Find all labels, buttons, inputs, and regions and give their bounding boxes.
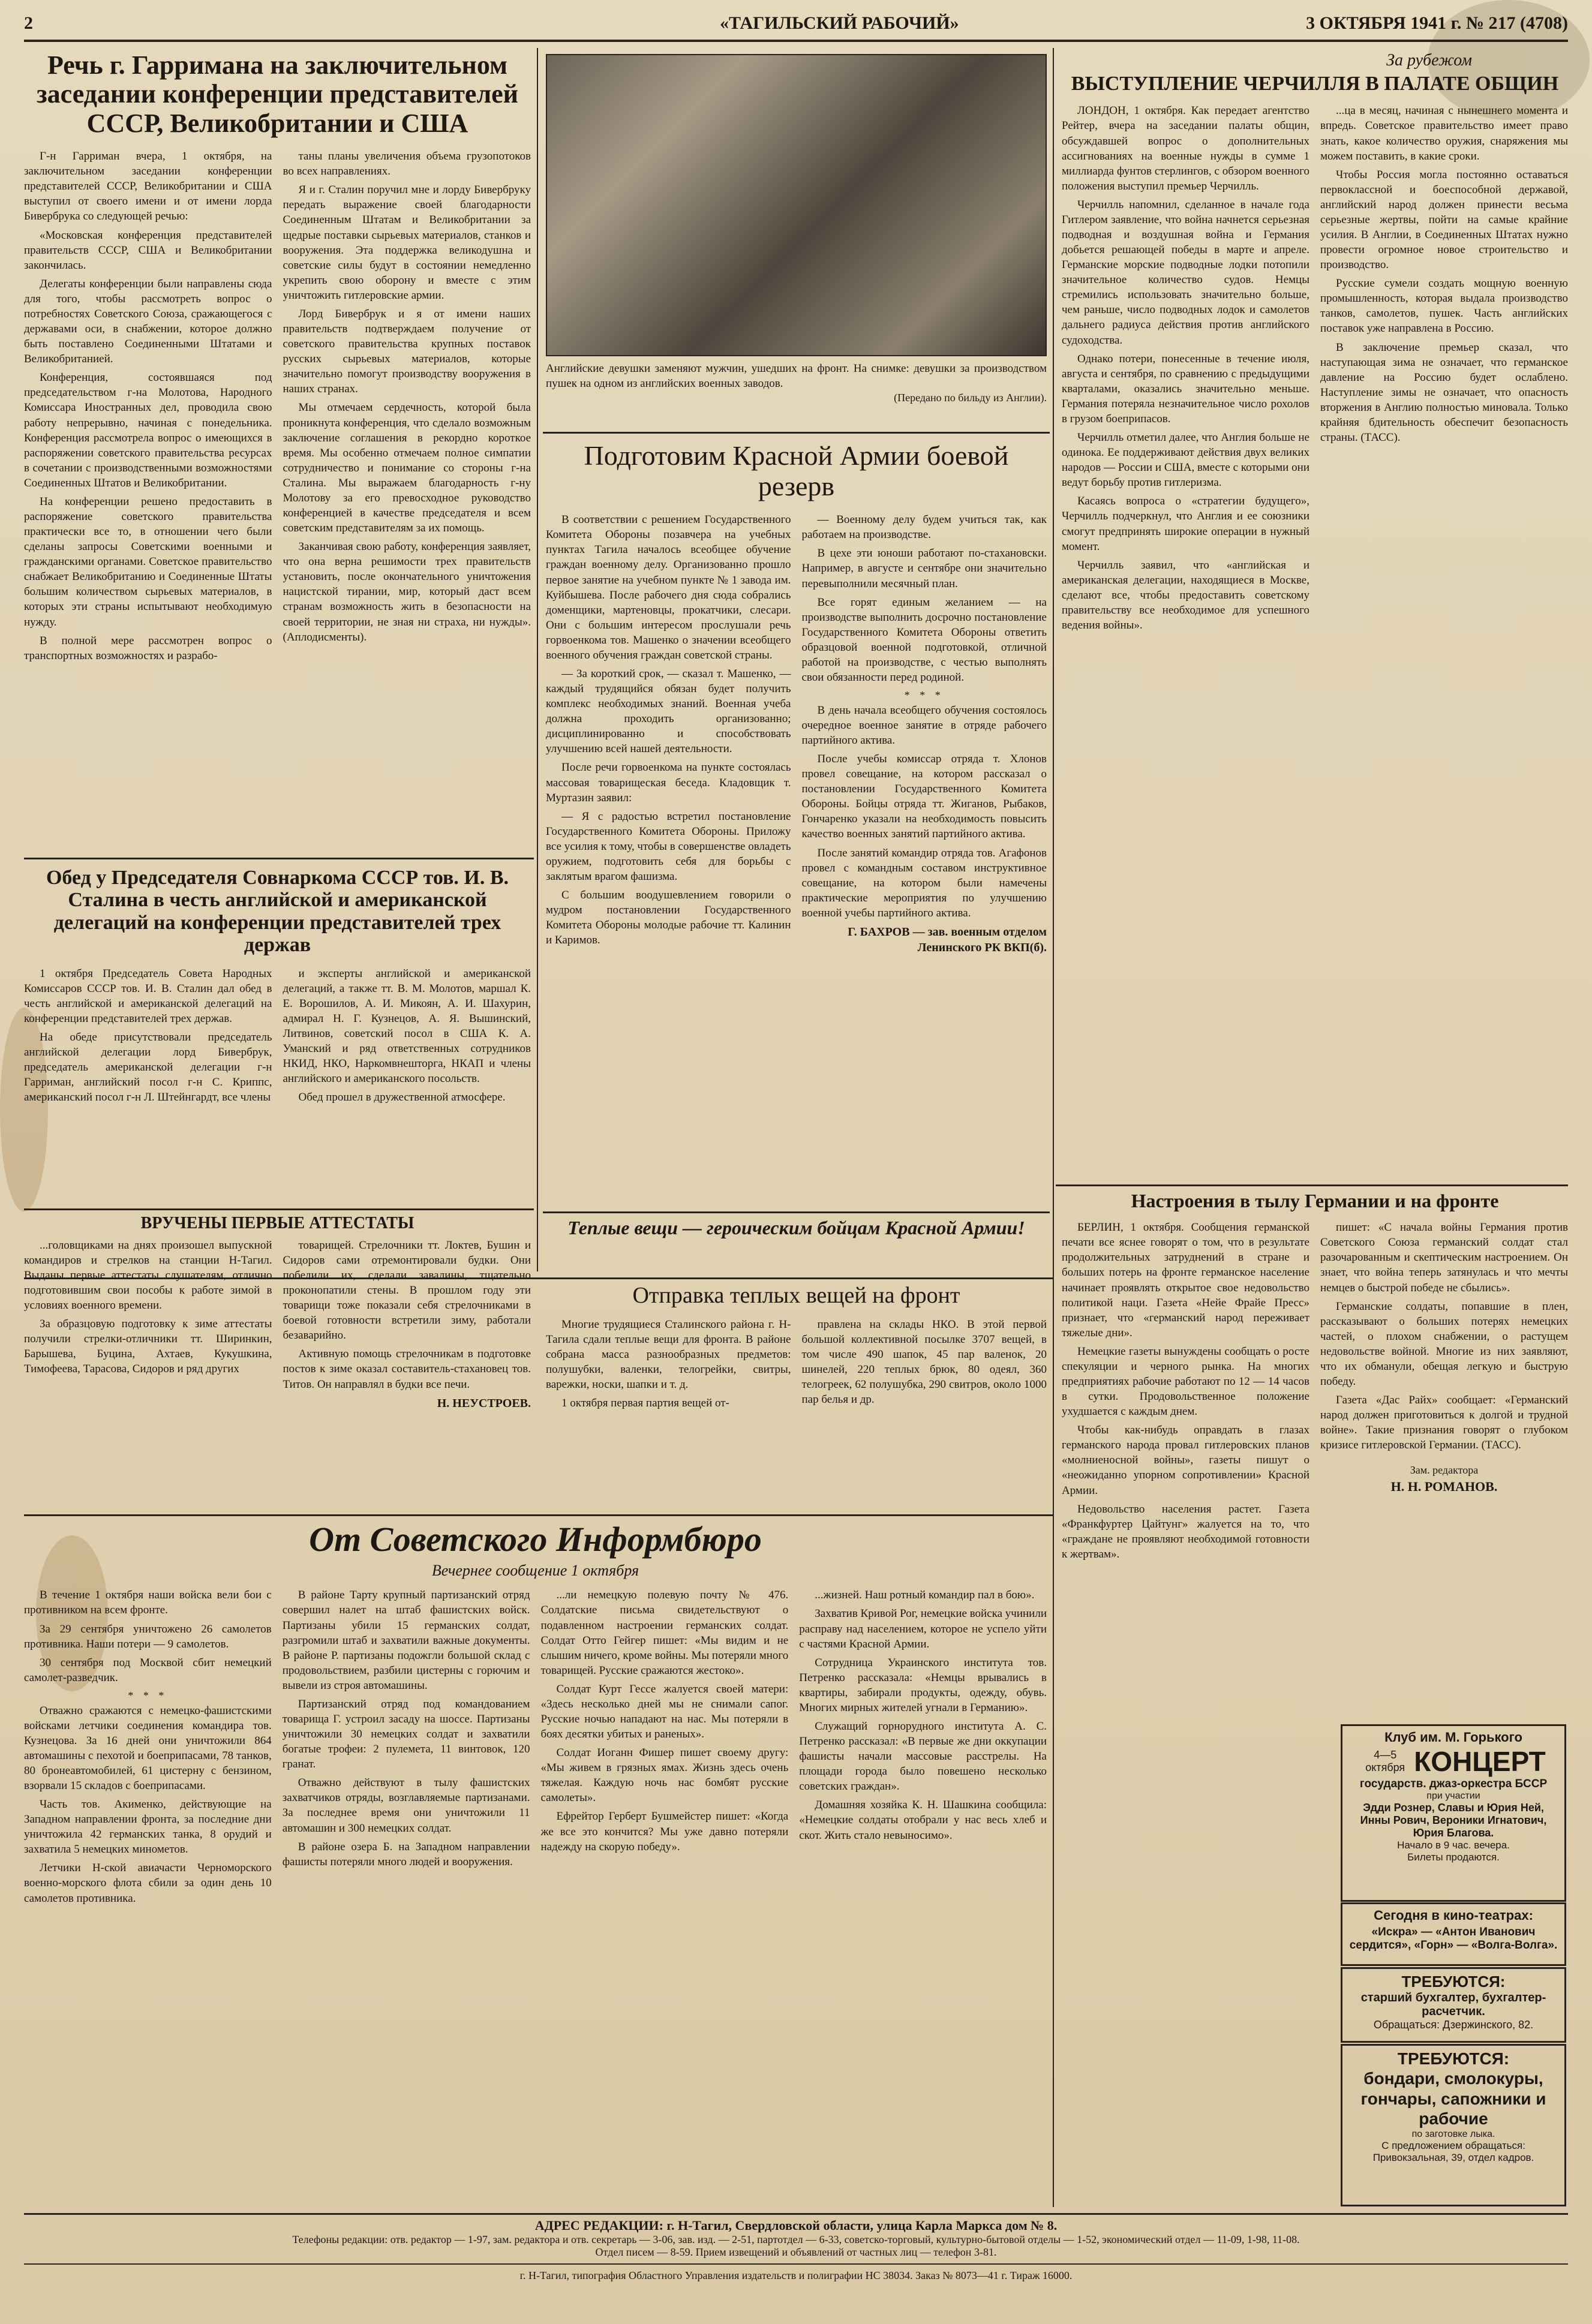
photo-credit: (Передано по бильду из Англии). [894,392,1047,404]
reserve-col-1 [546,512,791,955]
footer [24,2218,1568,2320]
warm-col-1 [546,1317,791,1414]
paragraph: После учебы комиссар отряда т. Хлонов провел совещание, на котором рассказал о постановлении Государственного Комитета Обороны. Бойцы отряда тт. Жиганов, Рыбаков, Гончаренко указали на необходимость повысить качество военных занятий партийного актива. [801,753,1047,841]
informburo-article [24,1520,1047,2198]
workers-extra: по заготовке лыка. [1411,2128,1495,2139]
paragraph: пишет: «С начала войны Германия против Советского Союза германский солдат стал разочарованным и скептическим настроением. Он знает, что война теперь затянулась и что мечты немцев о быстрой победе не сбылись». [1320,1221,1568,1294]
footer-letters: Отдел писем — 8-59. Прием извещений и объявлений от частных лиц — телефон 3-81. [595,2246,997,2258]
dinner-article [24,867,531,1202]
paragraph: За образцовую подготовку к зиме аттестаты получили стрелки-отличники тт. Ширинкин, Барышева, Буцина, Ахтаев, Кукушкина, Тимофеева, Тарасова, Сидоров и ряд других [24,1318,272,1376]
workers-address: С предложением обращаться: Привокзальная, 39, отдел кадров. [1372,2139,1534,2163]
section-rule [543,1211,1050,1213]
vacancy-ad [1341,1967,1566,2043]
paragraph: Германские солдаты, попавшие в плен, рассказывают о больших потерях немецких частей, о плохом снабжении, о растущем недовольстве войной. Многие из них заявляют, что их обманули, обещая легкую и быструю победу. [1320,1300,1568,1388]
paragraph: На конференции решено предоставить в распоряжение советского правительства практически все то, в отношении чего были сделаны запросы Советскими военными и гражданскими органами. Советское правительство снабжает Великобританию и Соединенные Штаты большим количеством сырьевых материалов, в которых эти страны испытывают необходимую нужду. [24,495,272,629]
harriman-article [24,51,531,849]
paragraph: ...ца в месяц, начиная с нынешнего момента и впредь. Советское правительство имеет право знать, какое количество оружия, снаряжения мы можем поставить, в какие сроки. [1320,104,1568,163]
page-number: 2 [24,13,33,33]
separator-stars: * * * [904,689,944,702]
cinema-ad [1341,1902,1566,1966]
harriman-col-1 [24,149,272,667]
paragraph: Солдат Иоганн Фишер пишет своему другу: «Мы живем в грязных ямах. Жизнь здесь очень тяжелая. Каждую ночь нас бомбят русские самолеты». [540,1746,789,1805]
paragraph: Черчилль отметил далее, что Англия больше не одинока. Ее поддерживают действия двух великих народов — России и США, вместе с которыми они ведут борьбу против гитлеризма. [1062,431,1309,489]
footer-rule [24,2213,1568,2215]
paragraph: и эксперты английской и американской делегаций, а также тт. В. М. Молотов, маршал К. Е. Ворошилов, А. И. Микоян, А. И. Шахурин, адмирал Н. Г. Кузнецов, А. Я. Вышинский, Литвинов, советский посол в США К. А. Уманский и ряд ответственных сотрудников НКИД, НКО, Наркомвнешторга, НКАП и члены английского и американского посольств. [283,967,531,1086]
reserve-col-2 [802,512,1047,955]
harriman-title: Речь г. Гарримана на заключительном заседании конференции представителей СССР, Великобритании и США [36,50,519,138]
header-rule [24,40,1568,42]
paragraph: Солдат Курт Гессе жалуется своей матери: «Здесь несколько дней мы не снимали сапог. Русские ночью нападают на нас. Мы потеряли в боях десятки убитых и раненых». [540,1682,789,1741]
paragraph: Активную помощь стрелочникам в подготовке постов к зиме оказал составитель-стахановец тов. Титов. Он направлял в будки все печи. [283,1348,531,1391]
paragraph: Летчики Н-ской авиачасти Черноморского военно-морского флота сбили за один день 10 самолетов противника. [24,1862,272,1905]
newspaper-name: «ТАГИЛЬСКИЙ РАБОЧИЙ» [720,13,959,33]
paragraph: Немецкие газеты вынуждены сообщать о росте спекуляции и черного рынка. На многих предприятиях рабочие работают по 12 — 14 часов в сутки. Продовольственное положение ухудшается с каждым днем. [1062,1345,1309,1418]
column-divider [1053,48,1054,2207]
issue-date: 3 ОКТЯБРЯ 1941 г. № 217 (4708) [1306,13,1568,33]
paragraph: таны планы увеличения объема грузопотоков во всех направлениях. [283,150,531,178]
attestats-col-2 [283,1238,531,1411]
paragraph: «Московская конференция представителей правительств СССР, США и Великобритании закончилась. [24,229,272,272]
warm-slogan: Теплые вещи — героическим бойцам Красной Армии! [567,1217,1025,1238]
paragraph: — Военному делу будем учиться так, как работаем на производстве. [801,513,1047,542]
footer-imprint: г. Н-Тагил, типография Областного Управления издательств и полиграфии НС 38034. Заказ № 8073—41 г. Тираж 16000. [519,2269,1073,2281]
section-rule [24,1208,534,1210]
rubric-label: За рубежом [1386,51,1472,70]
footer-inner-rule [24,2263,1568,2265]
warm-clothes-body [546,1283,1047,1511]
paragraph: Многие трудящиеся Сталинского района г. Н-Тагила сдали теплые вещи для фронта. В районе собрана масса разнообразных предметов: полушубки, валенки, телогрейки, свитры, варежки, носки, шапки и т. д. [546,1318,791,1391]
churchill-article [1062,51,1568,1178]
paragraph: Черчилль заявил, что «английская и американская делегации, находящиеся в Москве, сделают все, чтобы предоставить советскому правительству все необходимое для успешного ведения войны». [1062,558,1309,632]
warm-title: Отправка теплых вещей на фронт [632,1283,960,1308]
churchill-title: ВЫСТУПЛЕНИЕ ЧЕРЧИЛЛЯ В ПАЛАТЕ ОБЩИН [1071,73,1559,95]
paragraph: В полной мере рассмотрен вопрос о транспортных возможностях и разрабо- [24,634,272,662]
paragraph: Лорд Бивербрук и я от имени наших правительств подтверждаем получение от советского правительства крупных поставок русских сырьевых материалов, которые значительно помогут производству вооружения в наших странах. [283,307,531,396]
paragraph: Отважно действуют в тылу фашистских захватчиков отряды, возглавляемые партизанами. За последнее время они уничтожили 11 автомашин и 300 немецких солдат. [282,1776,530,1835]
concert-word: КОНЦЕРТ [1414,1746,1546,1777]
paragraph: Обед прошел в дружественной атмосфере. [298,1091,506,1104]
paragraph: Отважно сражаются с немецко-фашистскими войсками летчики соединения командира тов. Кузнецова. За 16 дней они уничтожили 864 автомашины с пехотой и боеприпасами, 78 танков, 80 бронеавтомобилей, 61 цистерну с бензином, взорвали 15 складов с боеприпасами. [24,1704,272,1792]
dinner-col-2 [283,966,531,1109]
informburo-col-3 [541,1588,789,2187]
paragraph: Недовольство населения растет. Газета «Франкфуртер Цайтунг» жалуется на то, что «граждане не проявляют необходимой готовности к жертвам». [1062,1502,1309,1561]
cinema-films: «Искра» — «Антон Иванович сердится», «Горн» — «Волга-Волга». [1349,1926,1558,1952]
concert-ad [1341,1724,1566,1902]
vacancy-heading: ТРЕБУЮТСЯ: [1401,1973,1506,1991]
paragraph: Чтобы Россия могла постоянно оставаться первоклассной и боеспособной державой, английский народ должен принести весьма серьезные жертвы, пойти на самые крайние усилия. В Англии, в Соединенных Штатах нужно провести огромное новое строительство и производство. [1320,168,1568,272]
editor-name: Н. Н. РОМАНОВ. [1390,1479,1498,1495]
paragraph: 1 октября Председатель Совета Народных Комиссаров СССР тов. И. В. Сталин дал обед в честь английской и американской делегаций на конференции представителей трех держав. [24,967,272,1025]
paragraph: Я и г. Сталин поручил мне и лорду Бивербруку передать выражение своей благодарности Соединенным Штатам и Великобритании за щедрые поставки сырьевых материалов, станков и вооружения. Эта поддержка великодушна и советские силы будут в состоянии немедленно укрепить свою оборону и вместе с этим уничтожить гитлеровские армии. [283,184,531,302]
paragraph: 30 сентября под Москвой сбит немецкий самолет-разведчик. [24,1656,272,1684]
warm-col-2 [802,1317,1047,1414]
footer-address: АДРЕС РЕДАКЦИИ: г. Н-Тагил, Свердловской области, улица Карла Маркса дом № 8. [534,2218,1058,2233]
attestats-col-1 [24,1238,272,1411]
reserve-title: Подготовим Красной Армии боевой резерв [584,440,1009,501]
informburo-col-1 [24,1588,272,2187]
paragraph: В заключение премьер сказал, что наступающая зима не означает, что германское давление на Россию будет ослаблено. Наступление зимы не означает, что опасность вторжения в Англию полностью миновала. Только крайняя бдительность обеспечит безопасность страны. (ТАСС). [1320,341,1568,444]
paragraph: Служащий горнорудного института А. С. Петренко рассказал: «В первые же дни оккупации фашисты начали массовые расстрелы. На площади города было повешено несколько советских граждан». [799,1720,1047,1793]
paragraph: В соответствии с решением Государственного Комитета Обороны позавчера на учебных пунктах Тагила началось всеобщее обучение граждан военному делу. Организованно прошло первое занятие на учебном пункте № 1 завода им. Куйбышева. После рабочего дня сюда собрались доменщики, мартеновцы, прокатчики, слесари. Они с большим интересом прослушали речь горвоенкома тов. Машенко о значении всеобщего военного обучения граждан советской страны. [546,513,791,662]
informburo-col-4 [799,1588,1047,2187]
paragraph: БЕРЛИН, 1 октября. Сообщения германской печати все яснее говорят о том, что в результате продолжительных затруднений в стране и больших потерь на фронте германское население начинает проявлять открытое свое недовольство политикой наци. Газета «Нейе Фрайе Пресс» признает, что «германский народ переживает тяжелые дни». [1062,1221,1309,1339]
paragraph: Однако потери, понесенные в течение июля, августа и сентября, по сравнению с предыдущими кварталами, оказались значительно меньше. Германия потеряла незначительное число рохолов в грузом боеприпасов. [1062,352,1309,425]
dinner-col-1 [24,966,272,1109]
paragraph: После занятий командир отряда тов. Агафонов провел с командным составом инструктивное совещание, на котором были намечены практические мероприятия по улучшению военной учебы партийного актива. [801,846,1047,919]
germany-mood-title: Настроения в тылу Германии и на фронте [1131,1190,1499,1211]
paragraph: Партизанский отряд под командованием товарища Г. устроил засаду на шоссе. Партизаны уничтожили 30 немецких солдат и захватили богатые трофеи: 2 пулемета, 11 винтовок, 120 гранат. [282,1697,530,1771]
paragraph: правлена на склады НКО. В этой первой большой коллективной посылке 3707 вещей, в том числе 490 шапок, 45 пар валенок, 20 шинелей, 220 теплых брюк, 80 одеял, 360 телогреек, 62 полушубка, 290 свитров, около 1000 пар белья и др. [801,1318,1047,1406]
paragraph: Заканчивая свою работу, конференция заявляет, что она верна решимости трех правительств установить, после окончательного уничтожения нацистской тирании, мир, который даст всем странам возможность жить в безопасности на своей территории, не зная ни страха, ни нужды». (Аплодисменты). [283,540,531,644]
paragraph: Ефрейтор Герберт Бушмейстер пишет: «Когда же все это кончится? Мы уже давно потеряли надежду на скорую победу». [540,1810,789,1853]
paragraph: Сотрудница Украинского института тов. Петренко рассказала: «Немцы врывались в квартиры, забирали продукты, одежду, обувь. Многих мирных жителей угнали в Германию». [799,1656,1047,1714]
workers-text: бондари, смолокуры, гончары, сапожники и рабочие [1360,2069,1546,2128]
vacancy-text: старший бухгалтер, бухгалтер-расчетчик. [1360,1991,1546,2018]
dinner-title: Обед у Председателя Совнаркома СССР тов. И. В. Сталина в честь английской и американской делегаций на конференции представителей трех держав [46,867,509,957]
paragraph: — Я с радостью встретил постановление Государственного Комитета Обороны. Приложу все усилия к тому, чтобы в совершенстве овладеть оружием, подготовить себя для борьбы с заклятым врагом фашизма. [546,810,791,883]
orchestra-name: государств. джаз-оркестра БССР [1359,1778,1548,1790]
paragraph: В цехе эти юноши работают по-стахановски. Например, в августе и сентябре они значительно перевыполнили месячный план. [801,547,1047,590]
workers-heading: ТРЕБУЮТСЯ: [1397,2049,1510,2068]
factory-photo [546,54,1047,356]
paragraph: С большим воодушевлением говорили о мудром постановлении Государственного Комитета Обороны молодые рабочие тт. Калинин и Каримов. [546,889,791,947]
informburo-subtitle: Вечернее сообщение 1 октября [431,1561,639,1579]
participation-label: при участии [1426,1791,1480,1801]
section-rule [24,1514,1053,1516]
author-signature: Н. НЕУСТРОЕВ. [437,1396,531,1410]
paragraph: На обеде присутствовали председатель английской делегации лорд Бивербрук, председатель американской делегации г-н Гарриман, английский посол г-н С. Криппс, американский посол г-н Л. Штейнгардт, все члены [24,1030,272,1104]
paragraph: ...жизней. Наш ротный командир пал в бою». [815,1589,1035,1602]
paragraph: ...ли немецкую полевую почту № 476. Солдатские письма свидетельствуют о подавленном настроении германских солдат. Солдат Отто Гейгер пишет: «Мы видим и не слышим ничего, кроме войны. Мы потеряли много товарищей. Русские сражаются жестоко». [540,1589,789,1677]
informburo-col-2 [283,1588,530,2187]
paragraph: Часть тов. Акименко, действующие на Западном направлении фронта, за последние дни уничтожила 42 германских танка, 8 орудий и захватила 5 немецких минометов. [24,1798,272,1856]
masthead-strip [24,13,1568,37]
paragraph: В районе Тарту крупный партизанский отряд совершил налет на штаб фашистских войск. Партизаны убили 15 германских солдат, разгромили штаб и захватили важные документы. В районе Р. партизаны подожгли большой склад с продовольствием, разбили цистерны с горючим и вывели из строя автомашины. [282,1589,530,1692]
paragraph: Русские сумели создать мощную военную промышленность, которая выдала производство танков, самолетов, пушек. Часть английских поставок уже направлена в Россию. [1320,277,1568,335]
paragraph: товарищей. Стрелочники тт. Локтев, Бушин и Сидоров сами отремонтировали будки. Они побелили их, сделали завалины, тщательно проконопатили стены. В прошлом году эти товарищи тоже показали себя стрелочниками в боевой готовности встретили зиму, работали безаварийно. [283,1238,531,1342]
paragraph: Конференция, состоявшаяся под председательством г-на Молотова, Народного Комиссара Иностранных дел, проводила свою работу непрерывно, начиная с понедельника. Конференция рассмотрела вопрос о имеющихся в распоряжении советского правительства ресурсах в сочетании с производственными возможностями Соединенных Штатов и Великобритании. [24,371,272,489]
paragraph: Г-н Гарриман вчера, 1 октября, на заключительном заседании конференции представителей СССР, Великобритании и США выступил от своего имени и от имени лорда Бивербрука со следующей речью: [24,150,272,223]
paragraph: В районе озера Б. на Западном направлении фашисты потеряли много людей и вооружения. [282,1840,530,1868]
club-name: Клуб им. М. Горького [1384,1730,1522,1745]
paragraph: — За короткий срок, — сказал т. Машенко, — каждый трудящийся обязан будет получить комплекс необходимых знаний. Военная учеба должна проходить организованно; дисциплинированно и способствовать улучшению всей нашей деятельности. [546,667,791,756]
column-divider [537,48,538,1271]
paragraph: Черчилль напомнил, сделанное в начале года Гитлером заявление, что война начнется серьезная подводная и воздушная война и Германия добьется решающей победы в марте и апреле. Германские морские подводные лодки потопили значительное количество судов. Немцы стремились использовать значительно больше, чем раньше, число подводных лодок и самолетов дальнего радиуса действия против английского судоходства. [1062,198,1309,347]
paragraph: Мы отмечаем сердечность, которой была проникнута конференция, что сделало возможным заключение соглашения в рекордно короткое время. Мы особенно отмечаем полное симпатии сотрудничество и понимание со стороны г-на Сталина. Мы выражаем благодарность г-ну Молотову за его превосходное руководство конференцией в качестве председателя и всем советским представителям за их помощь. [283,401,531,535]
attestats-title: ВРУЧЕНЫ ПЕРВЫЕ АТТЕСТАТЫ [140,1214,414,1232]
workers-ad [1341,2044,1566,2206]
paragraph: Захватив Кривой Рог, немецкие войска учинили расправу над населением, которое не успело уйти с частями Красной Армии. [799,1607,1047,1650]
paragraph: ЛОНДОН, 1 октября. Как передает агентство Рейтер, вчера на заседании палаты общин, обсуждавшей вопрос о дополнительных ассигнованиях на военные нужды в сумме 1 миллиарда фунтов стерлингов, с обзором военного положения выступил премьер Черчилль. [1062,104,1309,193]
vacancy-address: Обращаться: Дзержинского, 82. [1373,2019,1534,2031]
separator-stars: * * * [128,1689,168,1701]
paragraph: 1 октября первая партия вещей от- [561,1397,729,1410]
harriman-col-2 [283,149,531,667]
start-time: Начало в 9 час. вечера. [1397,1839,1510,1851]
paragraph: Касаясь вопроса о «стратегии будущего», Черчилль подчеркнул, что Англия и ее союзники смогут предпринять широкие операции в нужный момент. [1062,495,1309,553]
attestats-article [24,1214,531,1410]
mood-col-1 [1062,1220,1309,1844]
warm-clothes-article [546,1217,1047,1274]
footer-phones: Телефоны редакции: отв. редактор — 1-97, зам. редактора и отв. секретарь — 3-06, зав. изд. — 2-51, партотдел — 6-33, советско-торговый, культурно-бытовой отделы — 1-52, экономический отдел — 11-09, 1-98, 11-08. [292,2233,1300,2245]
artists-list: Эдди Рознер, Славы и Юрия Ней, Инны Рович, Вероники Игнатович, Юрия Благова. [1360,1802,1547,1839]
paragraph: За 29 сентября уничтожено 26 самолетов противника. Наши потери — 9 самолетов. [24,1622,272,1650]
paragraph: Газета «Дас Райх» сообщает: «Германский народ должен приготовиться к долгой и трудной войне». Такие признания говорят о глубоком кризисе гитлеровской Германии. (ТАСС). [1320,1394,1568,1452]
section-rule [1056,1184,1568,1186]
concert-dates: 4—5 октября [1365,1749,1405,1773]
reserve-article [546,441,1047,1208]
photo-block [546,54,1047,426]
churchill-col-2 [1320,103,1568,636]
paragraph: ...головщиками на днях произошел выпускной командиров и стрелков на станции Н-Тагил. Выданы первые аттестаты слушателям, отлично подготовившим свои пособы к работе зимой в условиях военного времени. [24,1238,272,1312]
tickets-note: Билеты продаются. [1407,1851,1500,1863]
paragraph: В течение 1 октября наши войска вели бои с противником на всем фронте. [24,1589,272,1617]
paragraph: В день начала всеобщего обучения состоялось очередное военное занятие в отряде рабочего партийного актива. [801,703,1047,747]
editor-role: Зам. редактора [1410,1464,1479,1477]
author-signature: Г. БАХРОВ — зав. военным отделом Ленинского РК ВКП(б). [848,925,1047,955]
paragraph: После речи горвоенкома на пункте состоялась массовая товарищеская беседа. Кладовщик т. Муртазин заявил: [546,761,791,804]
paragraph: Чтобы как-нибудь оправдать в глазах германского народа провал гитлеровских планов «молниеносной войны», газеты пишут о «неожиданно упорном сопротивлении» Красной Армии. [1062,1424,1309,1497]
paragraph: Все горят единым желанием — на производстве выполнить досрочно постановление Государственного Комитета Обороны ответить образцовой военной подготовкой, отличной работой на производстве, с честью выполнять свои обязанности перед родиной. [801,596,1047,684]
section-rule [543,432,1050,434]
paragraph: Домашняя хозяйка К. Н. Шашкина сообщила: «Немецкие солдаты отобрали у нас весь хлеб и скот. Жить стало невыносимо». [799,1799,1047,1842]
informburo-title: От Советского Информбюро [309,1520,762,1559]
cinema-heading: Сегодня в кино-театрах: [1374,1908,1533,1923]
paragraph: Делегаты конференции были направлены сюда для того, чтобы рассмотреть вопрос о потребностях Советского Союза, сражающегося с державами оси, в снабжении, которое должно быть поставлено Соединенными Штатами и Великобританией. [24,277,272,366]
section-rule [24,858,534,859]
photo-caption: Английские девушки заменяют мужчин, ушедших на фронт. На снимке: девушки за производством пушек на одном из английских военных заводов. [546,362,1047,390]
churchill-col-1 [1062,103,1309,636]
